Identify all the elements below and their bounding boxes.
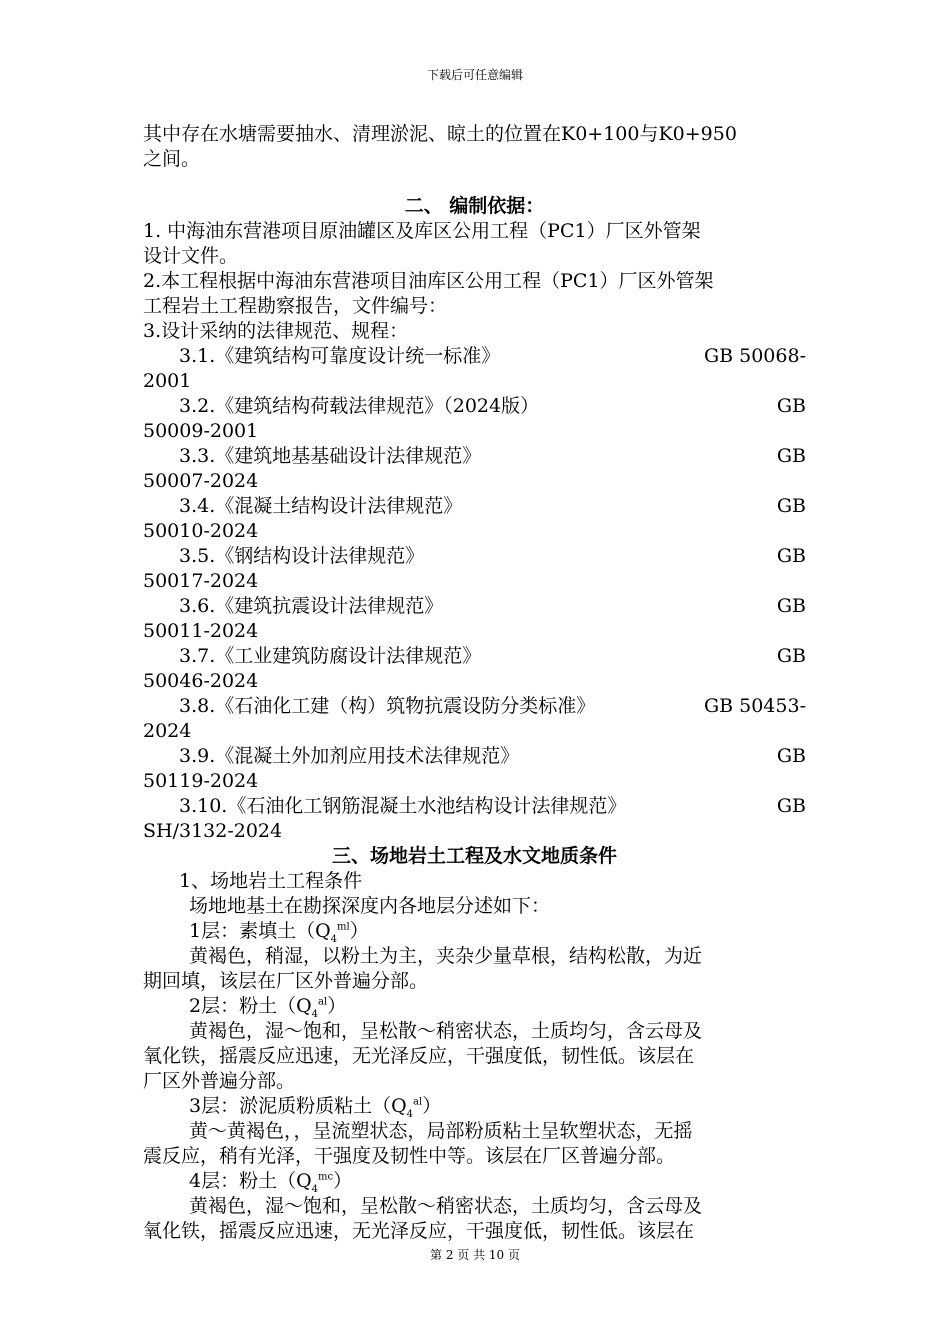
paragraph: 黄褐色，湿～饱和，呈松散～稍密状态，土质均匀，含云母及 [189,1020,703,1042]
basis-item: 设计文件。 [143,245,239,267]
paragraph: 震反应，稍有光泽，干强度及韧性中等。该层在厂区普遍分部。 [143,1145,676,1167]
standard-item: 3.2.《建筑结构荷载法律规范》（2024版） GB [179,395,806,417]
layer-heading: 1层：素填土$(Q_4^{ml})$ [189,920,369,945]
standard-code: 2024 [143,720,192,742]
standard-code: 50011-2024 [143,620,259,642]
basis-item: 2.本工程根据中海油东营港项目油库区公用工程（PC1）厂区外管架 [143,270,714,292]
standard-item: 3.5.《钢结构设计法律规范》 GB [179,545,806,567]
standard-code: 50046-2024 [143,670,259,692]
layer-heading: 3层：淤泥质粉质粘土$(Q_4^{al})$ [189,1095,442,1120]
standard-item: 3.8.《石油化工建（构）筑物抗震设防分类标准》 GB 50453- [179,695,806,717]
standard-code: 50119-2024 [143,770,259,792]
subsection-heading: 1、场地岩土工程条件 [179,870,363,892]
basis-item: 1. 中海油东营港项目原油罐区及库区公用工程（PC1）厂区外管架 [143,220,701,242]
intro-line: 其中存在水塘需要抽水、清理淤泥、晾土的位置在K0+100与K0+950 [143,123,737,145]
standard-code: SH/3132-2024 [143,820,283,842]
basis-item: 3.设计采纳的法律规范、规程： [143,320,409,342]
layer-heading: 4层：粉土$(Q_4^{mc})$ [189,1170,353,1195]
standard-item: 3.3.《建筑地基基础设计法律规范》 GB [179,445,806,467]
paragraph: 氧化铁，摇震反应迅速，无光泽反应，干强度低，韧性低。该层在 [143,1045,695,1067]
basis-item: 工程岩土工程勘察报告，文件编号： [143,295,448,317]
document-body [143,122,806,1244]
standard-code: 50007-2024 [143,470,259,492]
intro-line: 之间。 [143,148,201,170]
standard-item: 3.7.《工业建筑防腐设计法律规范》 GB [179,645,806,667]
standard-item: 3.4.《混凝土结构设计法律规范》 GB [179,495,806,517]
section-heading: 三、场地岩土工程及水文地质条件 [331,845,617,867]
standard-item: 3.9.《混凝土外加剂应用技术法律规范》 GB [179,745,806,767]
standard-code: 50017-2024 [143,570,259,592]
standard-item: 3.10.《石油化工钢筋混凝土水池结构设计法律规范》 GB [179,795,806,817]
paragraph: 氧化铁，摇震反应迅速，无光泽反应，干强度低，韧性低。该层在 [143,1220,695,1242]
paragraph: 厂区外普遍分部。 [143,1070,296,1092]
standard-code: 50009-2001 [143,420,259,442]
layer-heading: 2层：粉土$(Q_4^{al})$ [189,995,347,1020]
paragraph: 黄褐色，湿～饱和，呈松散～稍密状态，土质均匀，含云母及 [189,1195,703,1217]
section-heading: 二、 编制依据： [404,195,545,217]
standard-item: 3.1.《建筑结构可靠度设计统一标准》 GB 50068- [179,345,806,367]
paragraph: 场地地基土在勘探深度内各地层分述如下： [189,895,551,917]
standard-code: 50010-2024 [143,520,259,542]
standards-list [143,344,806,844]
paragraph: 黄～黄褐色，，呈流塑状态，局部粉质粘土呈软塑状态，无摇 [189,1120,693,1142]
page-footer: 第 2 页 共 10 页 [430,1248,520,1262]
standard-code: 2001 [143,370,192,392]
page-header: 下载后可任意编辑 [426,68,523,82]
standard-item: 3.6.《建筑抗震设计法律规范》 GB [179,595,806,617]
paragraph: 期回填，该层在厂区外普遍分部。 [143,970,429,992]
paragraph: 黄褐色，稍湿，以粉土为主，夹杂少量草根，结构松散，为近 [189,945,703,967]
